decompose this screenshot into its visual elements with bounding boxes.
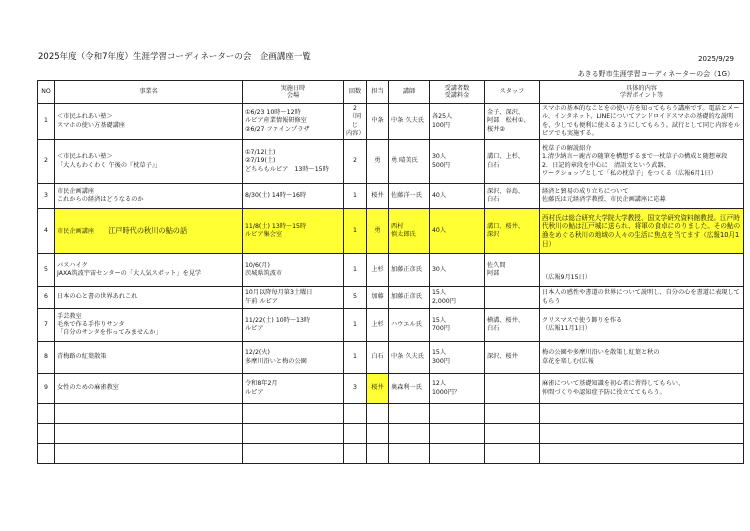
empty-cell (243, 424, 344, 444)
empty-cell (38, 444, 55, 464)
cell-content: （広報9月15日） (540, 254, 744, 287)
empty-cell (430, 444, 485, 464)
col-header-content (540, 81, 744, 104)
cell-lecturer: 加藤正彦氏 (389, 254, 430, 287)
cell-datetime: ①6/23 10時～12時 ルピア産業情報研修室 ②6/27 ファインプラザ (243, 104, 344, 140)
cell-lecturer: 勇 晴美氏 (389, 140, 430, 184)
cell-topic: バスハイク JAXA筑波宇宙センターの「大人気スポット」を見学 (55, 254, 243, 287)
cell-staff: 溝口、上杉、 白石 (485, 140, 540, 184)
cell-count: 3 (344, 374, 367, 404)
col-header-datetime-line2: 会場 (286, 92, 300, 99)
empty-cell (430, 424, 485, 444)
cell-count: 2 （同じ 内容） (344, 104, 367, 140)
cell-lead: 上杉 (367, 254, 389, 287)
empty-cell (344, 444, 367, 464)
cell-lead: 上杉 (367, 309, 389, 342)
empty-row (38, 404, 744, 424)
cell-lead: 勇 (367, 209, 389, 254)
cell-topic: 青梅路の紅葉散策 (55, 342, 243, 374)
table-row (38, 104, 744, 140)
col-header-staff: スタッフ (485, 81, 540, 104)
header-row (38, 81, 744, 104)
empty-cell (485, 404, 540, 424)
cell-staff (485, 374, 540, 404)
empty-cell (367, 444, 389, 464)
cell-count: 1 (344, 184, 367, 209)
cell-no: 8 (38, 342, 55, 374)
empty-cell (344, 424, 367, 444)
cell-staff: 溝口、桜井、 深沢 (485, 209, 540, 254)
table-row (38, 309, 744, 342)
empty-cell (55, 424, 243, 444)
empty-cell (367, 424, 389, 444)
cell-datetime: 10月以降毎月第3土曜日 午前 ルピア (243, 287, 344, 309)
cell-datetime: 令和8年2月 ルピア (243, 374, 344, 404)
col-header-fee-line1: 受講者数 (444, 84, 470, 92)
col-header-datetime (243, 81, 344, 104)
col-header-lecturer: 講師 (389, 81, 430, 104)
topic-title: 江戸時代の秋川の鮎の話 (108, 225, 188, 235)
empty-cell (389, 424, 430, 444)
cell-datetime: 10/6(月) 茨城県筑波市 (243, 254, 344, 287)
document-title: 2025年度（令和7年度）生涯学習コーディネーターの会 企画講座一覧 (38, 52, 311, 62)
cell-content: クリスマスで使う飾りを作る （広報11月1日） (540, 309, 744, 342)
cell-datetime: 12/2(火) 多摩川沿いと梅の公園 (243, 342, 344, 374)
cell-content: 麻雀について基礎知識を初心者に習得してもらい、 仲間づくりや認知症予防に役立ててもらう。 (540, 374, 744, 404)
cell-datetime: 11/8(土) 13時～15時 ルピア集会室 (243, 209, 344, 254)
cell-content: 西村氏は総合研究大学院大学教授、国文学研究資料館教授。江戸時代秋川の鮎は江戸城に送られ、将軍の食卓にのりました。その鮎の漁をめぐる秋川の地域の人々の生活に焦点を当てます（広報10月1日） (540, 209, 744, 254)
table-row (38, 140, 744, 184)
cell-fee: 30人 500円 (430, 140, 485, 184)
col-header-content-line1: 具体的内容 (626, 84, 657, 92)
empty-cell (38, 424, 55, 444)
cell-content: 梅の公園や多摩川沿いを散策し紅葉と秋の 草花を楽しむ(広報 (540, 342, 744, 374)
col-header-datetime-line1: 実施日時 (280, 84, 306, 92)
cell-topic: 日本の心と書の世界あれこれ (55, 287, 243, 309)
cell-fee: 15人 300円 (430, 342, 485, 374)
empty-cell (367, 404, 389, 424)
table-row (38, 254, 744, 287)
cell-no: 6 (38, 287, 55, 309)
cell-content: 経済と貿易の成り立ちについて 佐藤氏は元経済学教授、市民企画講座に応募 (540, 184, 744, 209)
cell-staff: 深沢、桜井 (485, 342, 540, 374)
cell-staff: 佐久間 阿部 (485, 254, 540, 287)
cell-no: 1 (38, 104, 55, 140)
cell-lead: 加藤 (367, 287, 389, 309)
table-row (38, 209, 744, 254)
cell-count: 2 (344, 140, 367, 184)
cell-no: 2 (38, 140, 55, 184)
cell-datetime: 11/22(土) 10時～13時 ルピア (243, 309, 344, 342)
cell-lecturer: 加藤正彦氏 (389, 287, 430, 309)
cell-no: 4 (38, 209, 55, 254)
cell-fee: 各25人 100円 (430, 104, 485, 140)
col-header-fee-line2: 受講料金 (444, 92, 470, 99)
cell-fee: 40人 (430, 184, 485, 209)
cell-no: 7 (38, 309, 55, 342)
cell-topic: 女性のための麻雀教室 (55, 374, 243, 404)
empty-cell (389, 404, 430, 424)
cell-lecturer: 奥森利一氏 (389, 374, 430, 404)
cell-topic: 市民企画講座 これからの経済はどうなるのか (55, 184, 243, 209)
empty-cell (485, 424, 540, 444)
col-header-count: 回数 (344, 81, 367, 104)
cell-content: 日本人の感性や書道の世界について説明し、自分の心を書道に表現してもらう (540, 287, 744, 309)
cell-fee: 15人 700円 (430, 309, 485, 342)
cell-no: 9 (38, 374, 55, 404)
table-row (38, 374, 744, 404)
cell-lead: 中条 (367, 104, 389, 140)
cell-topic: ＜市民ふれあい塾＞ 「大人もわくわく 午後の『枕草子』」 (55, 140, 243, 184)
topic-prefix: 市民企画講座 (57, 227, 95, 235)
cell-count: 5 (344, 287, 367, 309)
cell-fee: 30人 (430, 254, 485, 287)
empty-row (38, 424, 744, 444)
col-header-content-line2: 学習ポイント等 (619, 92, 664, 99)
cell-fee: 40人 (430, 209, 485, 254)
cell-count: 1 (344, 209, 367, 254)
cell-lead: 桜井 (367, 184, 389, 209)
document-date: 2025/9/29 (698, 55, 734, 63)
cell-count: 1 (344, 254, 367, 287)
cell-staff: 金子、深沢、 阿部 松村①、 桜井② (485, 104, 540, 140)
col-header-no: NO (38, 81, 55, 104)
cell-datetime: 8/30(土) 14時～16時 (243, 184, 344, 209)
table-row (38, 342, 744, 374)
cell-staff (485, 287, 540, 309)
cell-count: 1 (344, 342, 367, 374)
table-row (38, 287, 744, 309)
course-table (37, 80, 744, 464)
empty-cell (389, 444, 430, 464)
empty-row (38, 444, 744, 464)
empty-cell (38, 404, 55, 424)
empty-cell (243, 404, 344, 424)
cell-staff: 横溝、桜井、 白石 (485, 309, 540, 342)
col-header-topic: 事業名 (55, 81, 243, 104)
empty-cell (55, 444, 243, 464)
cell-topic (55, 209, 243, 254)
cell-staff: 深沢、谷島、 白石 (485, 184, 540, 209)
cell-no: 5 (38, 254, 55, 287)
empty-cell (485, 444, 540, 464)
cell-count: 1 (344, 309, 367, 342)
cell-lead: 桜井 (367, 374, 389, 404)
empty-cell (344, 404, 367, 424)
col-header-lead: 担当 (367, 81, 389, 104)
table-row (38, 184, 744, 209)
cell-lecturer: 中条 久夫氏 (389, 104, 430, 140)
empty-cell (55, 404, 243, 424)
organization-name: あきる野市生涯学習コーディネーターの会（1G） (577, 70, 734, 78)
cell-topic: ＜市民ふれあい塾＞ スマホの使い方基礎講座 (55, 104, 243, 140)
empty-cell (540, 444, 744, 464)
cell-fee: 12人 1000円？ (430, 374, 485, 404)
col-header-fee (430, 81, 485, 104)
cell-content: 枕草子の解説紹介 1.清少納言～鹿古の随筆を構想するまで一枕草子の構成と随想章段 2．日記的章段を中心に 清語文という武器、 ワークショップとして「私の枕草子」をつくる（広報6月1日） (540, 140, 744, 184)
cell-lecturer: ハウエル氏 (389, 309, 430, 342)
cell-lecturer: 西村 慎太郎氏 (389, 209, 430, 254)
cell-lecturer: 佐藤洋一氏 (389, 184, 430, 209)
empty-cell (430, 404, 485, 424)
cell-no: 3 (38, 184, 55, 209)
cell-lecturer: 中条 久夫氏 (389, 342, 430, 374)
cell-datetime: ①7/12(土) ②7/19(土) どちらもルピア 13時～15時 (243, 140, 344, 184)
empty-cell (540, 424, 744, 444)
cell-lead: 勇 (367, 140, 389, 184)
cell-topic: 手芸教室 毛糸で作る手作りサンタ 「自分のサンタを作ってみませんか」 (55, 309, 243, 342)
empty-cell (540, 404, 744, 424)
empty-cell (243, 444, 344, 464)
cell-lead: 白石 (367, 342, 389, 374)
cell-fee: 15人 2,000円 (430, 287, 485, 309)
cell-content: スマホの基本的なことをの使い方を知ってもらう講座です。電話とメール、インタネット、LINEについてアンドロイドスマホの基礎的な説明を、少しでも便利に使えるようにしてもらう。試行として同じ内容をルピアでも実施する。 (540, 104, 744, 140)
